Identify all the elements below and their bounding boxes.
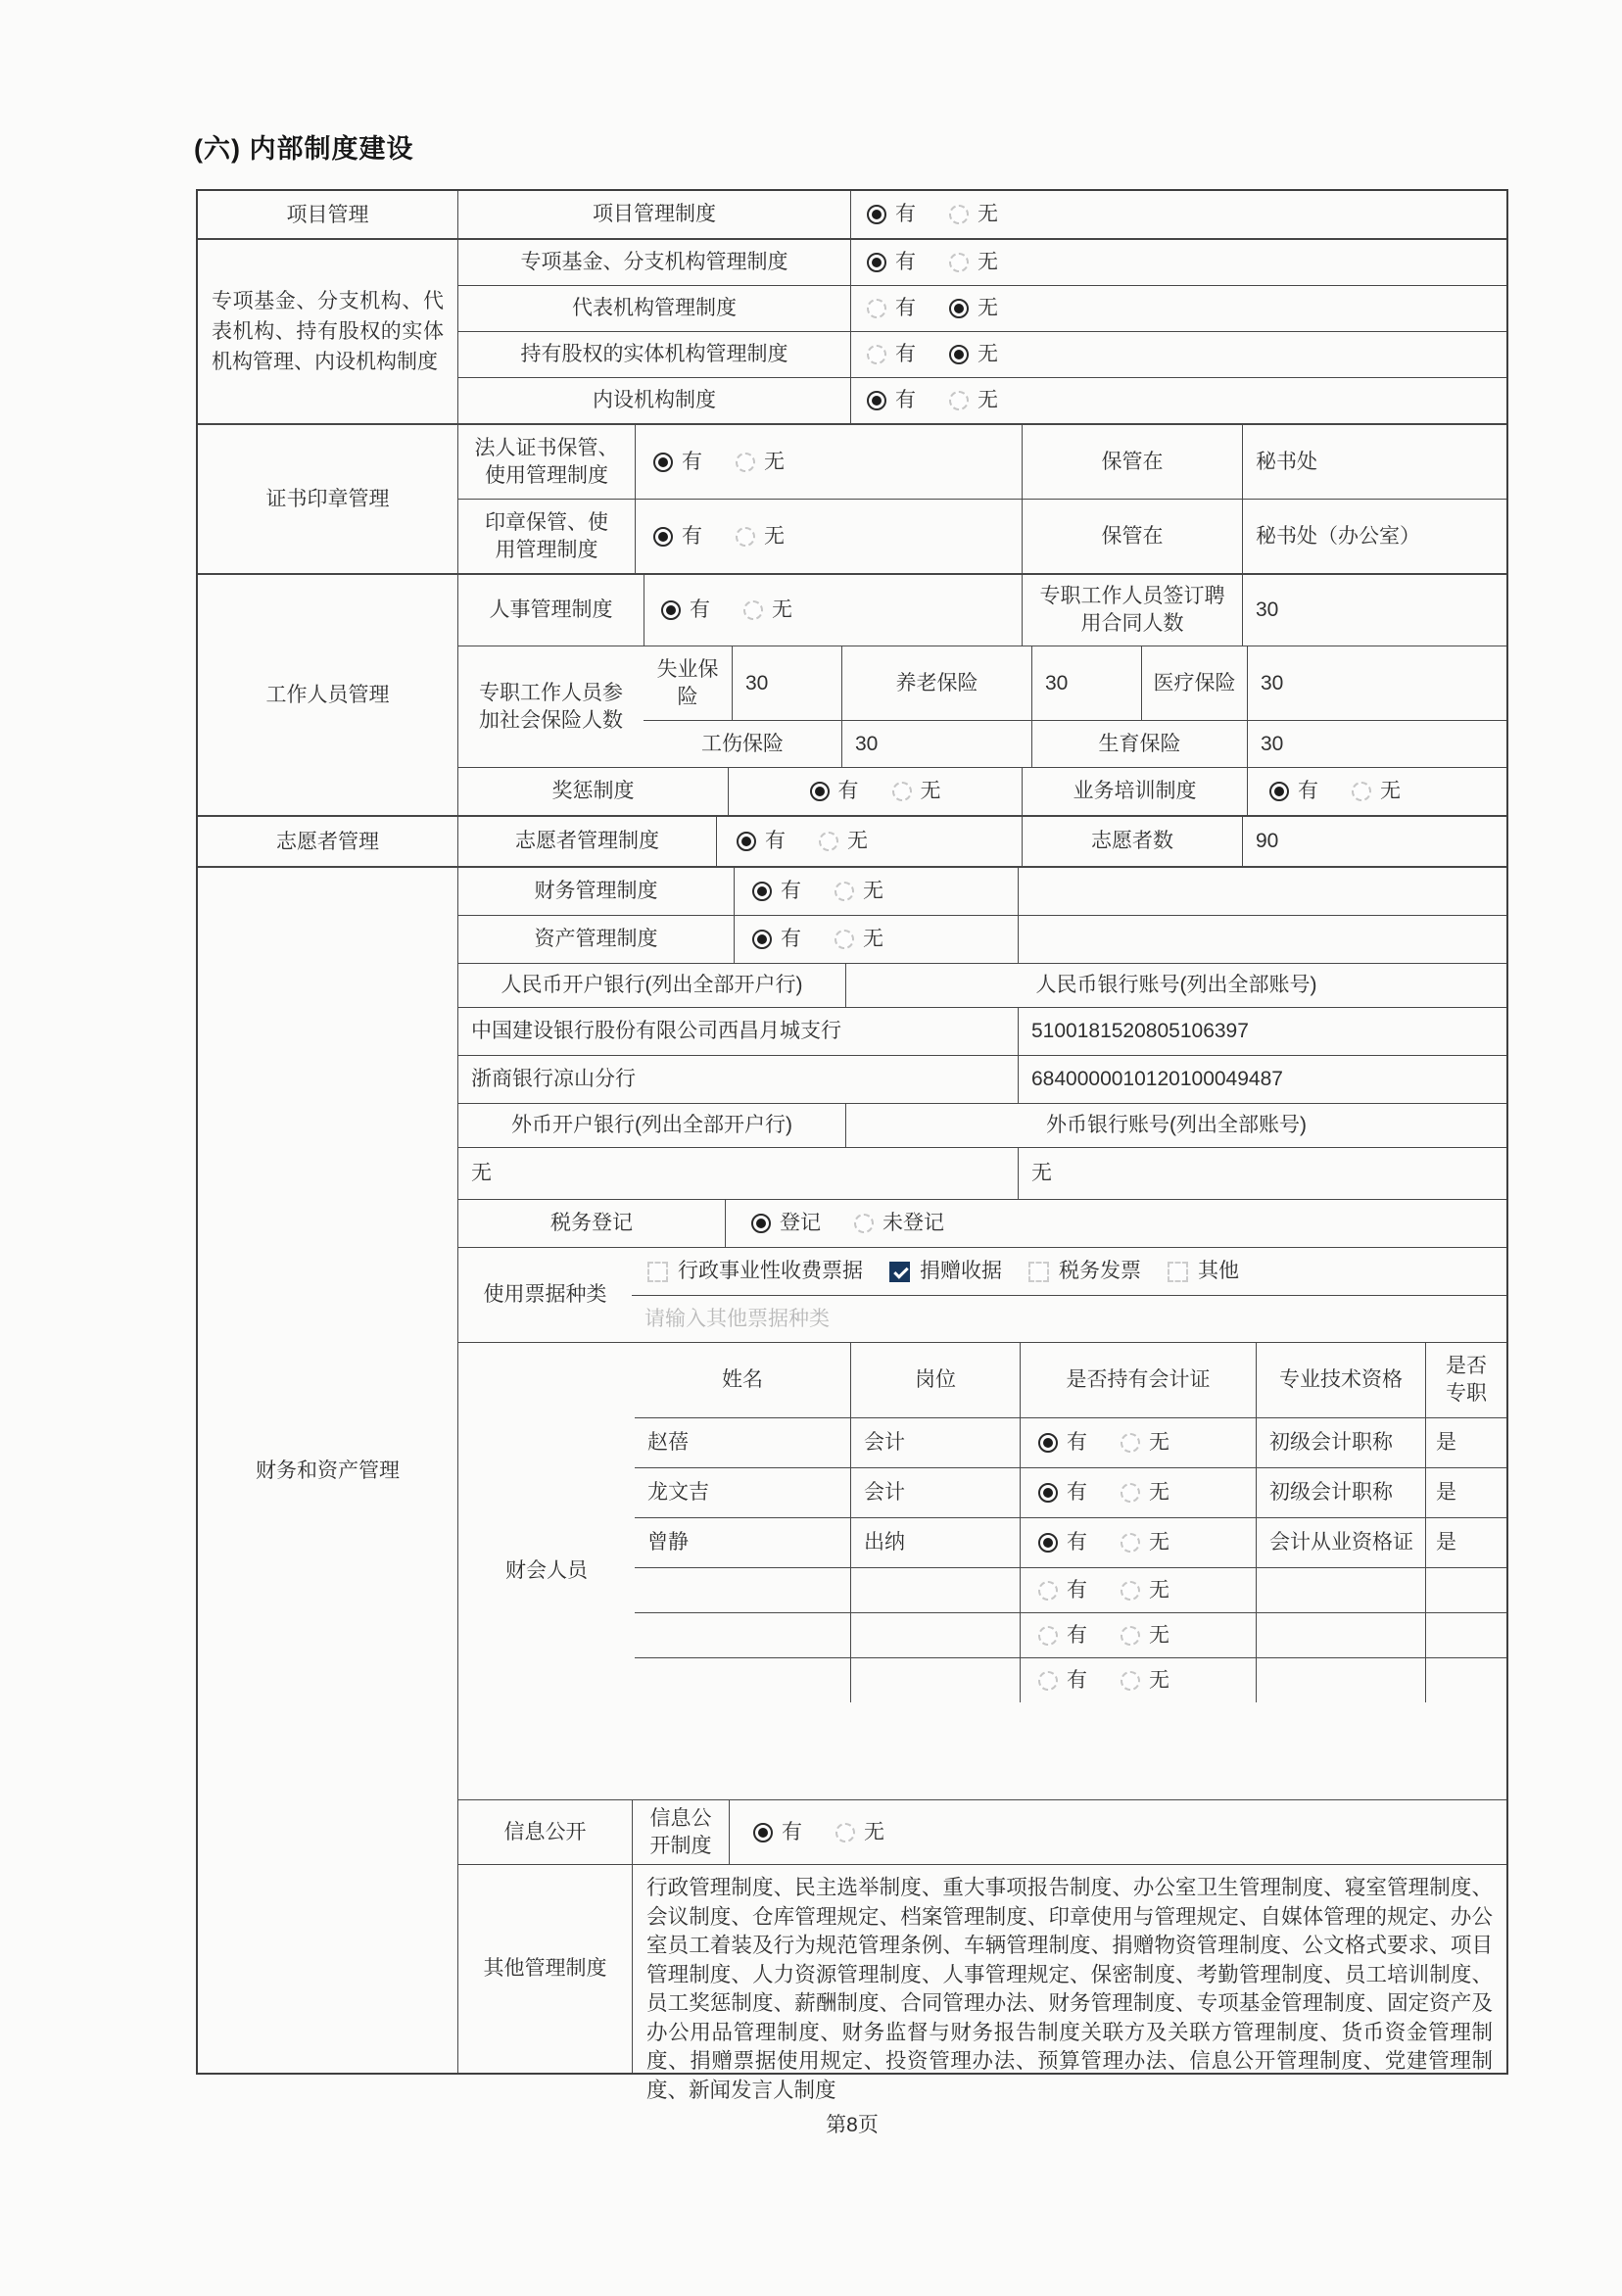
radio-no[interactable] xyxy=(743,600,763,620)
bank-name: 中国建设银行股份有限公司西昌月城支行 xyxy=(471,1020,841,1042)
radio-cell xyxy=(644,575,1022,646)
keep-value: 秘书处（办公室） xyxy=(1242,500,1506,573)
radio-no-label: 无 xyxy=(1149,1623,1169,1647)
accountants-label: 财会人员 xyxy=(505,1559,588,1582)
page-number: 第8页 xyxy=(826,2114,879,2136)
radio-yes[interactable] xyxy=(1038,1533,1058,1553)
section-org-systems xyxy=(198,238,1506,423)
radio-yes-label: 有 xyxy=(895,297,916,319)
row-label: 印章保管、使用管理制度 xyxy=(485,510,608,561)
radio-no[interactable] xyxy=(835,882,854,901)
accountant-qualification[interactable]: 初级会计职称 xyxy=(1256,1468,1425,1517)
radio-yes[interactable] xyxy=(810,782,830,801)
radio-yes[interactable] xyxy=(1269,782,1289,801)
accountant-fulltime xyxy=(1425,1613,1506,1657)
row-label: 专项基金、分支机构管理制度 xyxy=(520,251,788,273)
training-label: 业务培训制度 xyxy=(1022,768,1247,815)
accountant-qualification[interactable] xyxy=(1256,1613,1425,1657)
radio-no-label: 无 xyxy=(764,450,785,473)
radio-no[interactable] xyxy=(949,345,969,364)
col-header-fulltime: 是否专职 xyxy=(1425,1343,1506,1417)
radio-yes-label: 有 xyxy=(781,880,801,902)
insurance-count: 30 xyxy=(1247,721,1506,767)
radio-no-label: 无 xyxy=(772,598,792,621)
radio-unregistered-label: 未登记 xyxy=(883,1212,944,1234)
insurance-count: 30 xyxy=(1031,646,1141,720)
radio-yes-label: 有 xyxy=(1067,1531,1087,1554)
insurance-count: 30 xyxy=(1247,646,1506,720)
row-label: 奖惩制度 xyxy=(551,780,635,802)
radio-no-label: 无 xyxy=(847,830,868,852)
radio-no-label: 无 xyxy=(978,203,998,225)
radio-no[interactable] xyxy=(1121,1581,1140,1601)
radio-cell xyxy=(1020,1418,1256,1467)
radio-cell xyxy=(1020,1658,1256,1702)
radio-registered-label: 登记 xyxy=(780,1212,821,1234)
radio-yes[interactable] xyxy=(867,205,886,224)
checkbox-label: 捐赠收据 xyxy=(920,1260,1002,1282)
other-systems-text-content: 行政管理制度、民主选举制度、重大事项报告制度、办公室卫生管理制度、寝室管理制度、会议制度、仓库管理规定、档案管理制度、印章使用与管理规定、自媒体管理的规定、办公室员工着装及行为规范管理条例、车辆管理制度、捐赠物资管理制度、公文格式要求、项目管理制度、人力资源管理制度、人事管理规定、保密制度、考勤管理制度、员工培训制度、员工奖惩制度、薪酬制度、合同管理办法、财务管理制度、专项基金管理制度、固定资产及办公用品管理制度、财务监督与财务报告制度关联方及关联方管理制度、货币资金管理制度、捐赠票据使用规定、投资管理办法、预算管理办法、信息公开管理制度、党建管理制度、新闻发言人制度 xyxy=(646,1876,1493,2102)
radio-yes[interactable] xyxy=(1038,1671,1058,1691)
radio-cell xyxy=(850,240,1506,285)
radio-yes-label: 有 xyxy=(682,524,702,548)
bank-account: 5100181520805106397 xyxy=(1018,1008,1506,1055)
empty-cell xyxy=(1018,916,1506,963)
rmb-bank-header: 人民币开户银行(列出全部开户行) xyxy=(501,974,803,996)
radio-yes-label: 有 xyxy=(895,343,916,365)
radio-cell xyxy=(1247,768,1506,815)
page-title: (六) 内部制度建设 xyxy=(194,134,414,164)
radio-cell xyxy=(635,500,1022,573)
rmb-account-header: 人民币银行账号(列出全部账号) xyxy=(845,964,1506,1007)
contract-count-value: 30 xyxy=(1242,575,1506,646)
category-cell: 工作人员管理 xyxy=(265,684,390,706)
keep-label: 保管在 xyxy=(1022,500,1242,573)
radio-no[interactable] xyxy=(1121,1671,1140,1691)
accountant-name[interactable]: 曾静 xyxy=(647,1531,689,1554)
accountant-post[interactable] xyxy=(850,1568,1020,1612)
row-label: 法人证书保管、使用管理制度 xyxy=(474,436,619,487)
radio-no-label: 无 xyxy=(1149,1431,1169,1454)
radio-yes[interactable] xyxy=(752,882,772,901)
radio-unregistered[interactable] xyxy=(854,1214,874,1233)
radio-yes-label: 有 xyxy=(895,203,916,225)
row-label: 代表机构管理制度 xyxy=(572,297,737,319)
col-header-cert: 是否持有会计证 xyxy=(1020,1343,1256,1417)
radio-yes[interactable] xyxy=(1038,1433,1058,1453)
accountant-qualification[interactable] xyxy=(1256,1658,1425,1702)
radio-no-label: 无 xyxy=(978,389,998,411)
row-label: 项目管理制度 xyxy=(593,203,716,225)
radio-no-label: 无 xyxy=(1149,1668,1169,1692)
keep-label: 保管在 xyxy=(1022,425,1242,499)
radio-yes-label: 有 xyxy=(782,1820,802,1843)
section-project xyxy=(198,191,1506,238)
insurance-label: 专职工作人员参加社会保险人数 xyxy=(479,681,623,732)
radio-yes-label: 有 xyxy=(895,251,916,273)
radio-no[interactable] xyxy=(819,832,838,851)
tax-label: 税务登记 xyxy=(550,1212,633,1234)
disclosure-category: 信息公开 xyxy=(503,1820,587,1843)
other-invoice-input[interactable]: 请输入其他票据种类 xyxy=(644,1308,830,1330)
radio-no[interactable] xyxy=(1121,1626,1140,1646)
radio-no-label: 无 xyxy=(920,780,941,802)
radio-no[interactable] xyxy=(1121,1533,1140,1553)
contract-count-label: 专职工作人员签订聘用合同人数 xyxy=(1022,575,1242,646)
radio-no-label: 无 xyxy=(1149,1578,1169,1602)
insurance-name: 生育保险 xyxy=(1031,721,1247,767)
radio-yes-label: 有 xyxy=(1067,1668,1087,1692)
radio-no[interactable] xyxy=(892,782,912,801)
row-label: 内设机构制度 xyxy=(593,389,716,411)
radio-cell xyxy=(1020,1568,1256,1612)
section-volunteer xyxy=(198,815,1506,866)
radio-cell xyxy=(850,332,1506,377)
checkbox-tax-invoice[interactable] xyxy=(1028,1262,1049,1282)
radio-yes[interactable] xyxy=(867,253,886,272)
accountant-name[interactable] xyxy=(635,1568,850,1612)
category-cell: 专项基金、分支机构、代表机构、持有股权的实体机构管理、内设机构制度 xyxy=(212,290,444,373)
checkbox-other[interactable] xyxy=(1168,1262,1188,1282)
invoice-label: 使用票据种类 xyxy=(483,1283,607,1306)
insurance-count: 30 xyxy=(732,646,841,720)
disclosure-label: 信息公开制度 xyxy=(632,1800,729,1864)
radio-yes-label: 有 xyxy=(682,450,702,473)
checkbox-label: 税务发票 xyxy=(1059,1260,1141,1282)
radio-no-label: 无 xyxy=(864,1820,884,1843)
radio-yes-label: 有 xyxy=(1298,780,1318,802)
invoice-options-cell xyxy=(632,1248,1506,1295)
radio-cell xyxy=(729,1800,1506,1864)
radio-no-label: 无 xyxy=(978,251,998,273)
radio-no-label: 无 xyxy=(978,297,998,319)
section-finance xyxy=(198,866,1506,2102)
fx-bank-value: 无 xyxy=(471,1162,492,1184)
radio-cell xyxy=(734,916,1018,963)
radio-no-label: 无 xyxy=(863,880,883,902)
radio-no[interactable] xyxy=(1352,782,1371,801)
accountant-name[interactable] xyxy=(635,1658,850,1702)
radio-yes-label: 有 xyxy=(1067,1431,1087,1454)
accountant-post[interactable] xyxy=(850,1613,1020,1657)
row-label: 志愿者管理制度 xyxy=(515,830,659,852)
radio-no[interactable] xyxy=(736,527,755,547)
radio-no-label: 无 xyxy=(978,343,998,365)
category-cell: 财务和资产管理 xyxy=(256,1459,400,1482)
checkbox-label: 行政事业性收费票据 xyxy=(678,1260,863,1282)
radio-no[interactable] xyxy=(949,253,969,272)
checkbox-donation-receipt[interactable] xyxy=(889,1262,910,1282)
radio-no-label: 无 xyxy=(764,524,785,548)
radio-no[interactable] xyxy=(949,205,969,224)
radio-no-label: 无 xyxy=(1380,780,1401,802)
insurance-name: 养老保险 xyxy=(841,646,1031,720)
radio-yes-label: 有 xyxy=(1067,1578,1087,1602)
fx-account-value: 无 xyxy=(1018,1148,1506,1199)
volunteer-count-value: 90 xyxy=(1242,817,1506,866)
internal-systems-table xyxy=(196,189,1508,2102)
accountant-name[interactable]: 赵蓓 xyxy=(647,1431,689,1454)
radio-no-label: 无 xyxy=(1149,1481,1169,1504)
radio-yes-label: 有 xyxy=(895,389,916,411)
radio-no[interactable] xyxy=(949,299,969,318)
radio-registered[interactable] xyxy=(751,1214,771,1233)
radio-cell xyxy=(725,1200,1506,1247)
radio-yes[interactable] xyxy=(1038,1483,1058,1503)
radio-cell xyxy=(850,286,1506,331)
keep-value: 秘书处 xyxy=(1242,425,1506,499)
insurance-count: 30 xyxy=(841,721,1031,767)
radio-no-label: 无 xyxy=(863,928,883,950)
bank-account: 6840000010120100049487 xyxy=(1018,1056,1506,1103)
radio-yes[interactable] xyxy=(1038,1626,1058,1646)
empty-cell xyxy=(1018,868,1506,915)
radio-no[interactable] xyxy=(1121,1483,1140,1503)
row-label: 财务管理制度 xyxy=(534,880,658,902)
radio-cell xyxy=(850,378,1506,423)
accountant-post[interactable]: 出纳 xyxy=(850,1518,1020,1567)
radio-no[interactable] xyxy=(949,391,969,410)
radio-no[interactable] xyxy=(835,930,854,949)
radio-yes-label: 有 xyxy=(1067,1481,1087,1504)
section-staff xyxy=(198,573,1506,815)
accountant-qualification[interactable]: 会计从业资格证 xyxy=(1256,1518,1425,1567)
insurance-name: 失业保险 xyxy=(656,657,719,708)
accountant-fulltime: 是 xyxy=(1425,1468,1506,1517)
accountant-post[interactable] xyxy=(850,1658,1020,1702)
accountant-post[interactable]: 会计 xyxy=(850,1468,1020,1517)
radio-yes[interactable] xyxy=(753,1823,773,1842)
accountant-qualification[interactable]: 初级会计职称 xyxy=(1256,1418,1425,1467)
radio-cell xyxy=(734,868,1018,915)
radio-yes[interactable] xyxy=(653,453,673,472)
radio-yes[interactable] xyxy=(867,299,886,318)
radio-yes-label: 有 xyxy=(837,780,859,802)
volunteer-count-label: 志愿者数 xyxy=(1022,817,1242,866)
fx-account-header: 外币银行账号(列出全部账号) xyxy=(845,1104,1506,1147)
checkbox-admin-fee-receipt[interactable] xyxy=(647,1262,668,1282)
category-cell: 项目管理 xyxy=(286,203,369,226)
row-label: 人事管理制度 xyxy=(489,598,613,621)
radio-yes[interactable] xyxy=(1038,1581,1058,1601)
radio-cell xyxy=(850,191,1506,238)
radio-yes[interactable] xyxy=(752,930,772,949)
col-header-post: 岗位 xyxy=(850,1343,1020,1417)
bank-name: 浙商银行凉山分行 xyxy=(471,1068,636,1090)
radio-cell xyxy=(635,425,1022,499)
accountant-fulltime xyxy=(1425,1568,1506,1612)
radio-yes-label: 有 xyxy=(690,598,710,621)
radio-yes[interactable] xyxy=(867,391,886,410)
other-systems-text xyxy=(632,1865,1506,2102)
radio-yes[interactable] xyxy=(867,345,886,364)
radio-cell xyxy=(728,768,1022,815)
radio-yes-label: 有 xyxy=(1067,1623,1087,1647)
radio-cell xyxy=(1020,1518,1256,1567)
accountant-qualification[interactable] xyxy=(1256,1568,1425,1612)
col-header-qualification: 专业技术资格 xyxy=(1256,1343,1425,1417)
radio-no[interactable] xyxy=(835,1823,855,1842)
radio-yes-label: 有 xyxy=(765,830,786,852)
accountant-name[interactable]: 龙文吉 xyxy=(647,1481,709,1504)
radio-cell xyxy=(1020,1468,1256,1517)
insurance-name: 医疗保险 xyxy=(1141,646,1247,720)
fx-bank-header: 外币开户银行(列出全部开户行) xyxy=(511,1114,792,1136)
radio-yes[interactable] xyxy=(661,600,681,620)
insurance-name: 工伤保险 xyxy=(701,732,784,755)
radio-yes[interactable] xyxy=(653,527,673,547)
radio-group xyxy=(867,201,1031,228)
radio-yes[interactable] xyxy=(737,832,756,851)
section-cert-seal xyxy=(198,423,1506,573)
other-systems-label: 其他管理制度 xyxy=(483,1957,607,1980)
radio-no[interactable] xyxy=(1121,1433,1140,1453)
radio-cell xyxy=(716,817,1022,866)
accountant-name[interactable] xyxy=(635,1613,850,1657)
radio-yes-label: 有 xyxy=(781,928,801,950)
radio-no-label: 无 xyxy=(1149,1531,1169,1554)
checkbox-label: 其他 xyxy=(1198,1260,1239,1282)
accountant-fulltime: 是 xyxy=(1425,1518,1506,1567)
row-label: 资产管理制度 xyxy=(534,928,658,950)
accountant-fulltime xyxy=(1425,1658,1506,1702)
row-label: 持有股权的实体机构管理制度 xyxy=(520,343,788,365)
radio-cell xyxy=(1020,1613,1256,1657)
accountant-fulltime: 是 xyxy=(1425,1418,1506,1467)
accountant-post[interactable]: 会计 xyxy=(850,1418,1020,1467)
radio-no[interactable] xyxy=(736,453,755,472)
col-header-name: 姓名 xyxy=(722,1368,763,1391)
category-cell: 证书印章管理 xyxy=(265,488,390,510)
category-cell: 志愿者管理 xyxy=(276,830,379,853)
